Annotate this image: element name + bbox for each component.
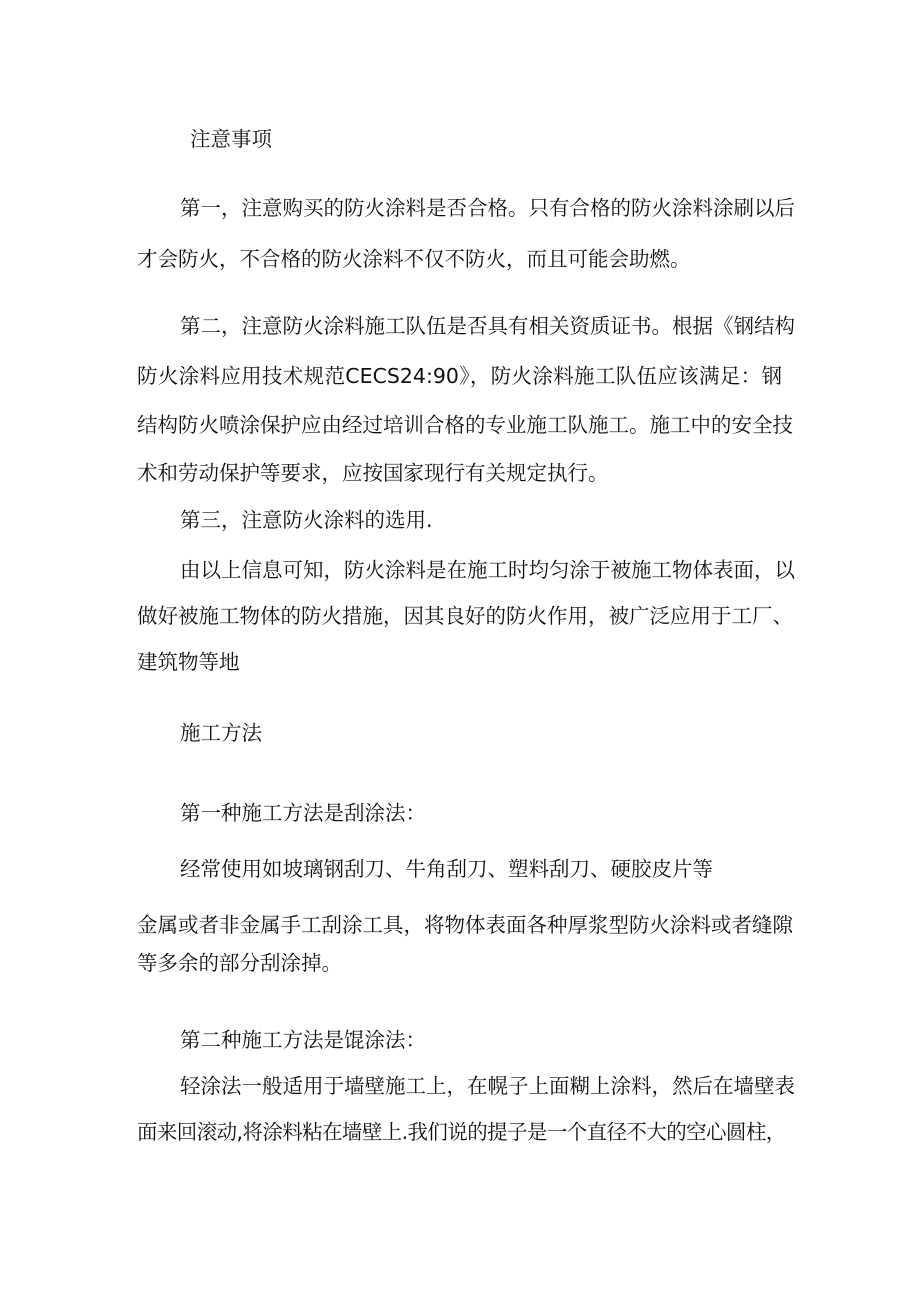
paragraph-line: 面来回滚动,将涂料粘在墙壁上.我们说的提子是一个直径不大的空心圆柱， [137,1120,786,1144]
paragraph-line: 术和劳动保护等要求，应按国家现行有关规定执行。 [137,461,609,485]
paragraph-line: 才会防火，不合格的防火涂料不仅不防火，而且可能会助燃。 [137,247,691,271]
paragraph-line: 经常使用如坡璃钢刮刀、牛角刮刀、塑料刮刀、硬胶皮片等 [180,857,713,881]
paragraph-line: 轻涂法一般适用于墙壁施工上，在幌子上面糊上涂料，然后在墙壁表 [180,1074,795,1098]
paragraph-line: 由以上信息可知，防火涂料是在施工时均匀涂于被施工物体表面，以 [180,558,795,582]
paragraph-line: 金属或者非金属手工刮涂工具，将物体表面各种厚浆型防火涂料或者缝隙 [137,913,793,937]
paragraph-line: 做好被施工物体的防火措施，因其良好的防火作用，被广泛应用于工厂、 [137,604,793,628]
paragraph-line: 第一种施工方法是刮涂法： [180,801,426,825]
paragraph-line: 等多余的部分刮涂掉。 [137,951,342,975]
paragraph-line: 建筑物等地 [137,650,240,674]
paragraph-line: 第三，注意防火涂料的选用. [180,508,433,532]
heading-methods: 施工方法 [180,721,262,745]
paragraph-line: 第二种施工方法是馄涂法： [180,1028,426,1052]
paragraph-line: 第一，注意购买的防火涂料是否合格。只有合格的防火涂料涂刷以后 [180,196,795,220]
heading-notes: 注意事项 [190,127,272,151]
paragraph-line: 结构防火喷涂保护应由经过培训合格的专业施工队施工。施工中的安全技 [137,413,793,437]
paragraph-line: 防火涂料应用技术规范CECS24:90》，防火涂料施工队伍应该满足：钢 [137,364,782,388]
paragraph-line: 第二，注意防火涂料施工队伍是否具有相关资质证书。根据《钢结构 [180,314,795,338]
